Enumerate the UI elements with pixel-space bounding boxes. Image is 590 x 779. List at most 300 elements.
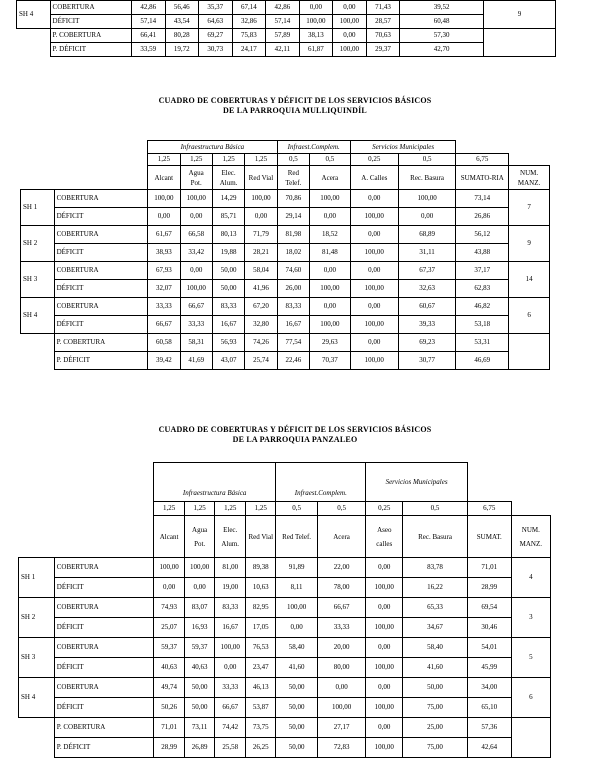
value-cell: 0,00 bbox=[366, 718, 403, 738]
top-coverage-table bbox=[16, 0, 556, 57]
sector-blank bbox=[17, 29, 51, 43]
row-label: DÉFICIT bbox=[50, 15, 131, 29]
value-cell: 71,79 bbox=[245, 226, 277, 244]
value-cell: 19,00 bbox=[215, 578, 246, 598]
value-cell: 71,43 bbox=[366, 1, 400, 15]
row-label: DÉFICIT bbox=[54, 618, 153, 638]
value-cell: 0,00 bbox=[350, 298, 398, 316]
value-cell: 66,67 bbox=[148, 316, 180, 334]
value-cell: 19,72 bbox=[165, 43, 199, 57]
value-cell: 58,31 bbox=[180, 334, 212, 352]
value-cell: 0,00 bbox=[299, 1, 333, 15]
value-cell: 74,26 bbox=[245, 334, 277, 352]
value-cell: 73,14 bbox=[456, 190, 509, 208]
value-cell: 60,48 bbox=[400, 15, 484, 29]
value-cell: 42,86 bbox=[266, 1, 300, 15]
value-cell: 41,60 bbox=[276, 658, 318, 678]
column-header: Elec. Alum. bbox=[212, 166, 244, 190]
value-cell: 78,00 bbox=[317, 578, 365, 598]
value-cell: 83,33 bbox=[277, 298, 309, 316]
value-cell: 58,40 bbox=[276, 638, 318, 658]
value-cell: 50,00 bbox=[185, 698, 215, 718]
value-cell: 60,67 bbox=[398, 298, 456, 316]
value-cell: 39,52 bbox=[400, 1, 484, 15]
table-row bbox=[21, 208, 550, 226]
value-cell: 0,00 bbox=[317, 678, 365, 698]
table-row bbox=[19, 698, 551, 718]
value-cell: 0,00 bbox=[276, 618, 318, 638]
table-row bbox=[21, 280, 550, 298]
value-cell: 25,00 bbox=[403, 718, 468, 738]
row-label: P. DÉFICIT bbox=[50, 43, 131, 57]
value-cell: 20,00 bbox=[317, 638, 365, 658]
value-cell: 100,00 bbox=[366, 578, 403, 598]
value-cell: 56,46 bbox=[165, 1, 199, 15]
value-cell: 59,37 bbox=[154, 638, 185, 658]
value-cell: 0,00 bbox=[185, 578, 215, 598]
weight-cell: 1,25 bbox=[246, 502, 276, 516]
column-header: Aseo calles bbox=[366, 516, 403, 558]
manzanas-cell: 6 bbox=[509, 298, 550, 334]
value-cell: 67,93 bbox=[148, 262, 180, 280]
manzanas-cell: 9 bbox=[509, 226, 550, 262]
value-cell: 0,00 bbox=[366, 598, 403, 618]
value-cell: 66,41 bbox=[131, 29, 165, 43]
row-label: COBERTURA bbox=[54, 298, 148, 316]
table-row bbox=[19, 598, 551, 618]
value-cell: 100,00 bbox=[366, 658, 403, 678]
value-cell: 57,14 bbox=[266, 15, 300, 29]
column-header: SUMATO-RIA bbox=[456, 166, 509, 190]
value-cell: 59,37 bbox=[185, 638, 215, 658]
table1-title-line2: DE LA PARROQUIA MULLIQUINDÍL bbox=[223, 106, 367, 115]
value-cell: 100,00 bbox=[350, 316, 398, 334]
value-cell: 100,00 bbox=[180, 280, 212, 298]
sector-cell: SH 2 bbox=[19, 598, 55, 638]
row-label: DÉFICIT bbox=[54, 698, 153, 718]
value-cell: 83,07 bbox=[185, 598, 215, 618]
value-cell: 74,93 bbox=[154, 598, 185, 618]
weight-cell: 0,5 bbox=[276, 502, 318, 516]
column-header: Agua Pot. bbox=[180, 166, 212, 190]
value-cell: 0,00 bbox=[310, 298, 351, 316]
sector-blank bbox=[17, 43, 51, 57]
table-row bbox=[21, 244, 550, 262]
value-cell: 10,63 bbox=[246, 578, 276, 598]
value-cell: 28,21 bbox=[245, 244, 277, 262]
table-row bbox=[19, 658, 551, 678]
value-cell: 75,00 bbox=[403, 738, 468, 758]
sector-cell: SH 3 bbox=[21, 262, 55, 298]
value-cell: 69,54 bbox=[467, 598, 511, 618]
table-row bbox=[21, 352, 550, 370]
sector-blank bbox=[21, 352, 55, 370]
value-cell: 89,38 bbox=[246, 558, 276, 578]
value-cell: 32,86 bbox=[232, 15, 266, 29]
value-cell: 61,67 bbox=[148, 226, 180, 244]
value-cell: 42,70 bbox=[400, 43, 484, 57]
value-cell: 42,11 bbox=[266, 43, 300, 57]
value-cell: 69,23 bbox=[398, 334, 456, 352]
value-cell: 56,93 bbox=[212, 334, 244, 352]
table-row bbox=[17, 43, 556, 57]
column-header: Red Vial bbox=[246, 516, 276, 558]
value-cell: 56,12 bbox=[456, 226, 509, 244]
value-cell: 46,69 bbox=[456, 352, 509, 370]
manzanas-blank bbox=[509, 334, 550, 370]
value-cell: 66,67 bbox=[180, 298, 212, 316]
weight-blank bbox=[509, 154, 550, 166]
value-cell: 34,00 bbox=[467, 678, 511, 698]
value-cell: 32,07 bbox=[148, 280, 180, 298]
row-label: DÉFICIT bbox=[54, 578, 153, 598]
value-cell: 28,99 bbox=[154, 738, 185, 758]
value-cell: 57,14 bbox=[131, 15, 165, 29]
value-cell: 58,04 bbox=[245, 262, 277, 280]
table-row bbox=[21, 226, 550, 244]
value-cell: 66,67 bbox=[215, 698, 246, 718]
value-cell: 71,01 bbox=[467, 558, 511, 578]
value-cell: 80,00 bbox=[317, 658, 365, 678]
value-cell: 70,86 bbox=[277, 190, 309, 208]
value-cell: 46,13 bbox=[246, 678, 276, 698]
value-cell: 18,02 bbox=[277, 244, 309, 262]
table1-group-municipal: Servicios Municipales bbox=[350, 141, 456, 154]
column-header: Red Vial bbox=[245, 166, 277, 190]
value-cell: 100,00 bbox=[154, 558, 185, 578]
value-cell: 75,00 bbox=[403, 698, 468, 718]
value-cell: 28,57 bbox=[366, 15, 400, 29]
value-cell: 100,00 bbox=[350, 352, 398, 370]
manzanas-blank bbox=[511, 718, 550, 758]
value-cell: 100,00 bbox=[350, 208, 398, 226]
table-row bbox=[19, 558, 551, 578]
value-cell: 100,00 bbox=[333, 15, 367, 29]
value-cell: 74,60 bbox=[277, 262, 309, 280]
value-cell: 100,00 bbox=[276, 598, 318, 618]
value-cell: 100,00 bbox=[366, 618, 403, 638]
table2-title-line1: CUADRO DE COBERTURAS Y DÉFICIT DE LOS SERVICIOS BÁSICOS bbox=[158, 425, 432, 434]
table-row bbox=[19, 678, 551, 698]
table-row bbox=[21, 316, 550, 334]
value-cell: 65,33 bbox=[403, 598, 468, 618]
row-label: DÉFICIT bbox=[54, 658, 153, 678]
panzaleo-table bbox=[18, 462, 551, 758]
value-cell: 16,67 bbox=[277, 316, 309, 334]
value-cell: 58,40 bbox=[403, 638, 468, 658]
value-cell: 0,00 bbox=[366, 638, 403, 658]
value-cell: 0,00 bbox=[180, 262, 212, 280]
value-cell: 83,78 bbox=[403, 558, 468, 578]
value-cell: 24,17 bbox=[232, 43, 266, 57]
row-label: COBERTURA bbox=[50, 1, 131, 15]
table-row bbox=[21, 298, 550, 316]
value-cell: 26,89 bbox=[185, 738, 215, 758]
value-cell: 42,86 bbox=[131, 1, 165, 15]
value-cell: 69,27 bbox=[199, 29, 233, 43]
value-cell: 50,00 bbox=[212, 262, 244, 280]
column-header: Red Telef. bbox=[277, 166, 309, 190]
value-cell: 100,00 bbox=[245, 190, 277, 208]
sector-cell: SH 3 bbox=[19, 638, 55, 678]
column-header: Agua Pot. bbox=[185, 516, 215, 558]
value-cell: 0,00 bbox=[180, 208, 212, 226]
value-cell: 100,00 bbox=[215, 638, 246, 658]
value-cell: 22,00 bbox=[317, 558, 365, 578]
value-cell: 43,54 bbox=[165, 15, 199, 29]
value-cell: 0,00 bbox=[366, 558, 403, 578]
table-row bbox=[19, 718, 551, 738]
table1-group-infra: Infraestructura Básica bbox=[148, 141, 278, 154]
value-cell: 76,53 bbox=[246, 638, 276, 658]
value-cell: 66,58 bbox=[180, 226, 212, 244]
value-cell: 38,13 bbox=[299, 29, 333, 43]
row-label: DÉFICIT bbox=[54, 208, 148, 226]
value-cell: 100,00 bbox=[350, 280, 398, 298]
value-cell: 41,69 bbox=[180, 352, 212, 370]
value-cell: 83,33 bbox=[212, 298, 244, 316]
weight-cell: 1,25 bbox=[212, 154, 244, 166]
value-cell: 77,54 bbox=[277, 334, 309, 352]
value-cell: 100,00 bbox=[185, 558, 215, 578]
table2-title bbox=[0, 425, 590, 445]
value-cell: 57,30 bbox=[400, 29, 484, 43]
weight-cell: 1,25 bbox=[215, 502, 246, 516]
weight-cell: 0,5 bbox=[403, 502, 468, 516]
weight-cell: 6,75 bbox=[467, 502, 511, 516]
value-cell: 27,17 bbox=[317, 718, 365, 738]
table2-title-line2: DE LA PARROQUIA PANZALEO bbox=[232, 435, 358, 444]
manzanas-cell: 5 bbox=[511, 638, 550, 678]
weight-cell: 1,25 bbox=[185, 502, 215, 516]
value-cell: 53,87 bbox=[246, 698, 276, 718]
value-cell: 0,00 bbox=[310, 208, 351, 226]
value-cell: 30,77 bbox=[398, 352, 456, 370]
value-cell: 19,88 bbox=[212, 244, 244, 262]
weight-cell: 0,5 bbox=[398, 154, 456, 166]
value-cell: 91,89 bbox=[276, 558, 318, 578]
value-cell: 100,00 bbox=[148, 190, 180, 208]
value-cell: 53,31 bbox=[456, 334, 509, 352]
value-cell: 26,86 bbox=[456, 208, 509, 226]
value-cell: 34,67 bbox=[403, 618, 468, 638]
value-cell: 25,07 bbox=[154, 618, 185, 638]
weight-cell: 0,25 bbox=[366, 502, 403, 516]
value-cell: 100,00 bbox=[180, 190, 212, 208]
column-header: Alcant bbox=[148, 166, 180, 190]
value-cell: 35,37 bbox=[199, 1, 233, 15]
table-row bbox=[19, 578, 551, 598]
sector-cell: SH 1 bbox=[21, 190, 55, 226]
weight-cell: 1,25 bbox=[148, 154, 180, 166]
value-cell: 0,00 bbox=[350, 334, 398, 352]
weight-blank bbox=[511, 502, 550, 516]
value-cell: 0,00 bbox=[333, 1, 367, 15]
value-cell: 30,73 bbox=[199, 43, 233, 57]
value-cell: 40,63 bbox=[154, 658, 185, 678]
value-cell: 0,00 bbox=[350, 190, 398, 208]
value-cell: 29,63 bbox=[310, 334, 351, 352]
table1-title bbox=[0, 96, 590, 116]
table-row bbox=[21, 262, 550, 280]
row-label: P. DÉFICIT bbox=[54, 738, 153, 758]
value-cell: 80,13 bbox=[212, 226, 244, 244]
column-header: Alcant bbox=[154, 516, 185, 558]
table-row bbox=[17, 1, 556, 15]
value-cell: 33,33 bbox=[215, 678, 246, 698]
value-cell: 39,42 bbox=[148, 352, 180, 370]
weight-cell: 0,25 bbox=[350, 154, 398, 166]
value-cell: 0,00 bbox=[398, 208, 456, 226]
value-cell: 33,33 bbox=[317, 618, 365, 638]
row-label: DÉFICIT bbox=[54, 316, 148, 334]
row-label: P. COBERTURA bbox=[54, 334, 148, 352]
value-cell: 71,01 bbox=[154, 718, 185, 738]
value-cell: 25,58 bbox=[215, 738, 246, 758]
sector-blank bbox=[21, 334, 55, 352]
sector-cell: SH 2 bbox=[21, 226, 55, 262]
value-cell: 18,52 bbox=[310, 226, 351, 244]
value-cell: 23,47 bbox=[246, 658, 276, 678]
value-cell: 57,36 bbox=[467, 718, 511, 738]
table-row bbox=[21, 334, 550, 352]
value-cell: 100,00 bbox=[310, 280, 351, 298]
weight-cell: 0,5 bbox=[317, 502, 365, 516]
value-cell: 0,00 bbox=[333, 29, 367, 43]
column-header: Red Telef. bbox=[276, 516, 318, 558]
value-cell: 81,48 bbox=[310, 244, 351, 262]
value-cell: 8,11 bbox=[276, 578, 318, 598]
value-cell: 50,00 bbox=[276, 718, 318, 738]
value-cell: 43,88 bbox=[456, 244, 509, 262]
sector-cell: SH 1 bbox=[19, 558, 55, 598]
value-cell: 81,98 bbox=[277, 226, 309, 244]
value-cell: 26,00 bbox=[277, 280, 309, 298]
value-cell: 50,00 bbox=[403, 678, 468, 698]
value-cell: 50,00 bbox=[185, 678, 215, 698]
value-cell: 82,95 bbox=[246, 598, 276, 618]
row-label: P. COBERTURA bbox=[54, 718, 153, 738]
sector-cell: SH 4 bbox=[17, 1, 51, 29]
value-cell: 0,00 bbox=[366, 678, 403, 698]
table-row bbox=[19, 618, 551, 638]
value-cell: 30,46 bbox=[467, 618, 511, 638]
value-cell: 0,00 bbox=[350, 262, 398, 280]
row-label: COBERTURA bbox=[54, 262, 148, 280]
row-label: COBERTURA bbox=[54, 558, 153, 578]
value-cell: 61,87 bbox=[299, 43, 333, 57]
value-cell: 39,33 bbox=[398, 316, 456, 334]
value-cell: 41,96 bbox=[245, 280, 277, 298]
value-cell: 14,29 bbox=[212, 190, 244, 208]
manzanas-cell: 3 bbox=[511, 598, 550, 638]
value-cell: 50,00 bbox=[276, 678, 318, 698]
value-cell: 16,67 bbox=[215, 618, 246, 638]
value-cell: 100,00 bbox=[366, 738, 403, 758]
weight-cell: 0,5 bbox=[310, 154, 351, 166]
mulliquindil-table bbox=[20, 140, 550, 370]
value-cell: 50,26 bbox=[154, 698, 185, 718]
value-cell: 0,00 bbox=[310, 262, 351, 280]
row-label: COBERTURA bbox=[54, 638, 153, 658]
table2-group-complem: Infraest.Complem. bbox=[276, 463, 366, 502]
table-row bbox=[17, 29, 556, 43]
row-label: P. COBERTURA bbox=[50, 29, 131, 43]
value-cell: 70,63 bbox=[366, 29, 400, 43]
row-label: DÉFICIT bbox=[54, 280, 148, 298]
value-cell: 50,00 bbox=[276, 738, 318, 758]
column-header: Rec. Basura bbox=[398, 166, 456, 190]
manzanas-blank bbox=[484, 29, 556, 57]
column-header: NUM. MANZ. bbox=[511, 516, 550, 558]
table-row bbox=[19, 638, 551, 658]
weight-cell: 1,25 bbox=[180, 154, 212, 166]
value-cell: 75,83 bbox=[232, 29, 266, 43]
weight-cell: 1,25 bbox=[245, 154, 277, 166]
value-cell: 67,37 bbox=[398, 262, 456, 280]
table-row bbox=[21, 190, 550, 208]
value-cell: 26,25 bbox=[246, 738, 276, 758]
sector-blank bbox=[19, 718, 55, 738]
column-header: NUM. MANZ. bbox=[509, 166, 550, 190]
value-cell: 57,89 bbox=[266, 29, 300, 43]
sector-cell: SH 4 bbox=[21, 298, 55, 334]
table1-group-complem: Infraest.Complem. bbox=[277, 141, 350, 154]
row-label: COBERTURA bbox=[54, 226, 148, 244]
value-cell: 25,74 bbox=[245, 352, 277, 370]
table-row bbox=[17, 15, 556, 29]
value-cell: 100,00 bbox=[299, 15, 333, 29]
value-cell: 0,00 bbox=[215, 658, 246, 678]
value-cell: 16,67 bbox=[212, 316, 244, 334]
column-header: Rec. Basura bbox=[403, 516, 468, 558]
manzanas-cell: 6 bbox=[511, 678, 550, 718]
value-cell: 32,63 bbox=[398, 280, 456, 298]
value-cell: 49,74 bbox=[154, 678, 185, 698]
value-cell: 0,00 bbox=[154, 578, 185, 598]
value-cell: 42,64 bbox=[467, 738, 511, 758]
value-cell: 38,93 bbox=[148, 244, 180, 262]
value-cell: 43,07 bbox=[212, 352, 244, 370]
value-cell: 28,99 bbox=[467, 578, 511, 598]
value-cell: 29,37 bbox=[366, 43, 400, 57]
weight-cell: 6,75 bbox=[456, 154, 509, 166]
value-cell: 60,58 bbox=[148, 334, 180, 352]
row-label: COBERTURA bbox=[54, 678, 153, 698]
value-cell: 67,14 bbox=[232, 1, 266, 15]
value-cell: 70,37 bbox=[310, 352, 351, 370]
value-cell: 74,42 bbox=[215, 718, 246, 738]
table2-group-infra: Infraestructura Básica bbox=[154, 463, 276, 502]
row-label: COBERTURA bbox=[54, 598, 153, 618]
value-cell: 100,00 bbox=[350, 244, 398, 262]
column-header: Acera bbox=[317, 516, 365, 558]
value-cell: 53,18 bbox=[456, 316, 509, 334]
value-cell: 73,75 bbox=[246, 718, 276, 738]
value-cell: 65,10 bbox=[467, 698, 511, 718]
sector-cell: SH 4 bbox=[19, 678, 55, 718]
value-cell: 33,59 bbox=[131, 43, 165, 57]
value-cell: 81,00 bbox=[215, 558, 246, 578]
value-cell: 50,00 bbox=[276, 698, 318, 718]
row-label: DÉFICIT bbox=[54, 244, 148, 262]
value-cell: 83,33 bbox=[215, 598, 246, 618]
value-cell: 37,17 bbox=[456, 262, 509, 280]
value-cell: 67,20 bbox=[245, 298, 277, 316]
table-row bbox=[19, 738, 551, 758]
value-cell: 33,33 bbox=[148, 298, 180, 316]
value-cell: 31,11 bbox=[398, 244, 456, 262]
